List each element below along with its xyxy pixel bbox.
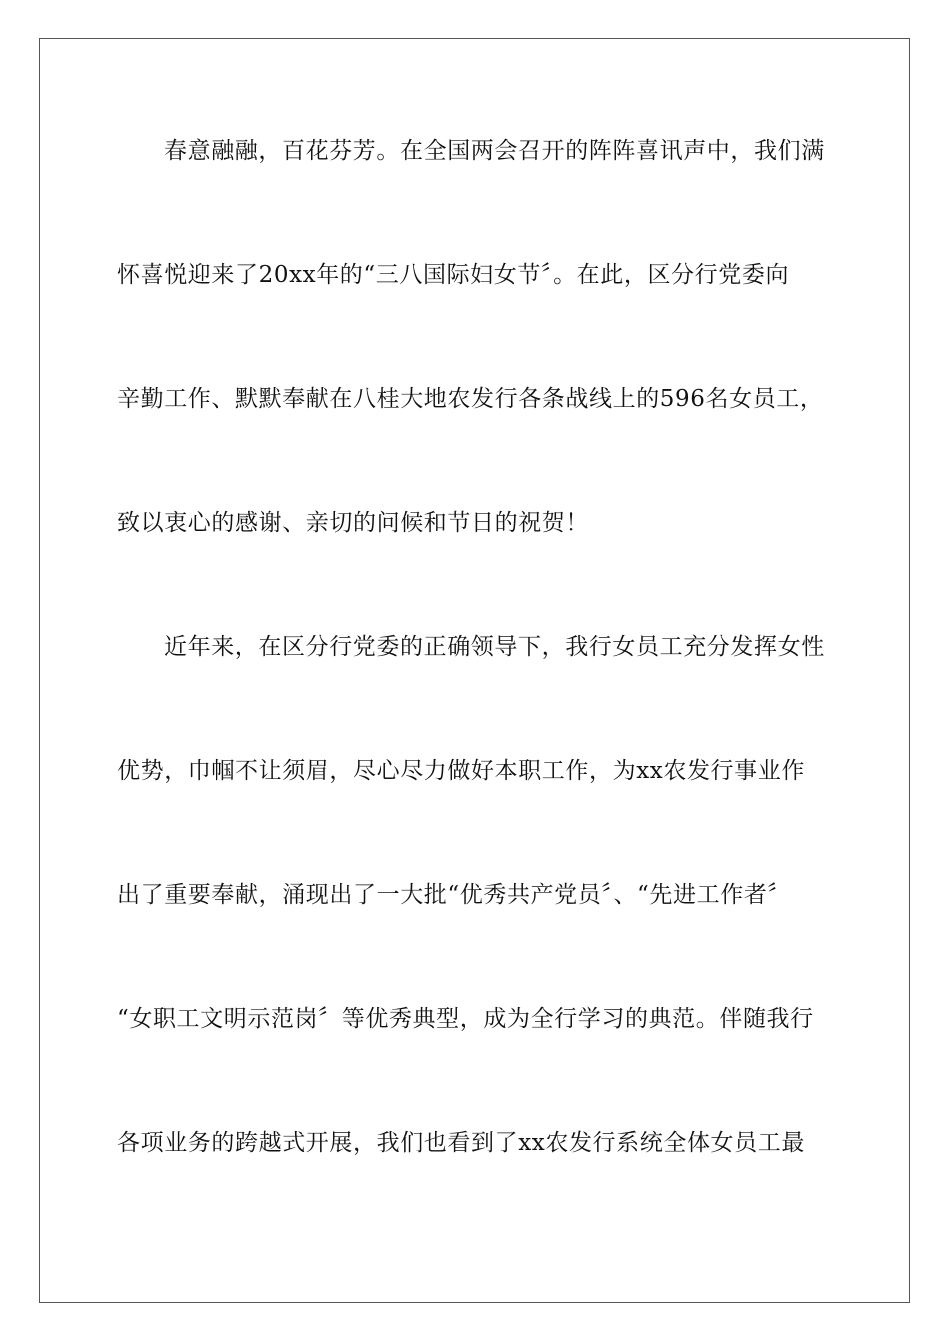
paragraph-line: 出了重要奉献，涌现出了一大批“优秀共产党员〞、“先进工作者〞: [117, 882, 792, 908]
paragraph-line: 近年来，在区分行党委的正确领导下，我行女员工充分发挥女性: [164, 634, 825, 660]
paragraph-line: “女职工文明示范岗〞等优秀典型，成为全行学习的典范。伴随我行: [117, 1006, 814, 1032]
paragraph-line: 各项业务的跨越式开展，我们也看到了xx农发行系统全体女员工最: [117, 1130, 805, 1156]
paragraph-line: 辛勤工作、默默奉献在八桂大地农发行各条战线上的596名女员工，: [117, 386, 824, 412]
page-border: [39, 38, 910, 1303]
paragraph-line: 春意融融，百花芬芳。在全国两会召开的阵阵喜讯声中，我们满: [164, 138, 825, 164]
paragraph-line: 致以衷心的感谢、亲切的问候和节日的祝贺！: [117, 510, 589, 536]
paragraph-line: 优势，巾帼不让须眉，尽心尽力做好本职工作，为xx农发行事业作: [117, 758, 805, 784]
paragraph-line: 怀喜悦迎来了20xx年的“三八国际妇女节〞。在此，区分行党委向: [117, 262, 790, 288]
